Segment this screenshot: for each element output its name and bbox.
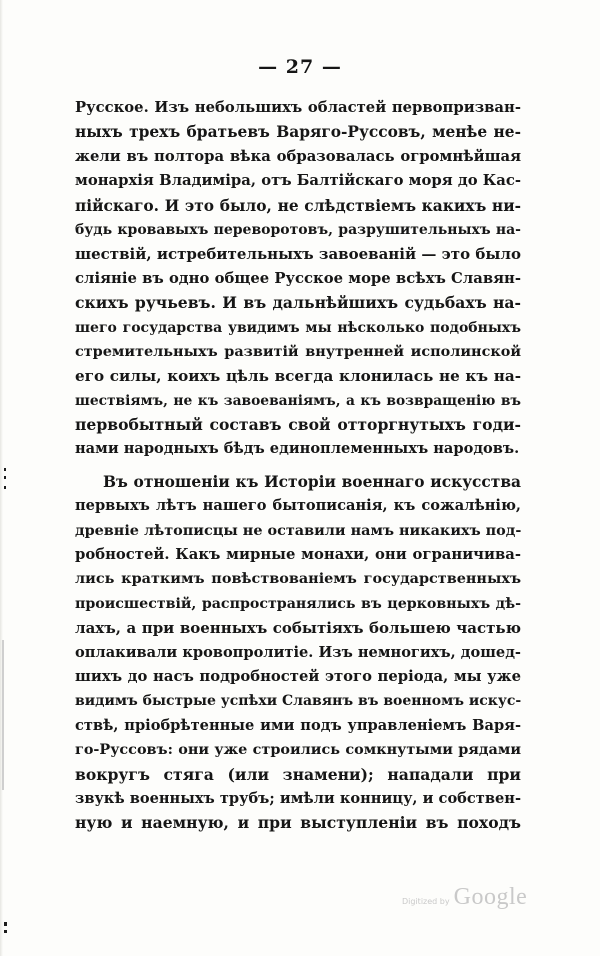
text-line: монархія Владиміра, отъ Балтійскаго моря до Кас- [75, 172, 521, 190]
text-line: древніе лѣтописцы не оставили намъ никакихъ под- [75, 521, 521, 539]
body-text [75, 96, 521, 836]
margin-mark [2, 640, 4, 790]
paragraph [75, 96, 521, 462]
text-line: ствѣ, пріобрѣтенные ими подъ управленіемъ Варя- [75, 716, 521, 734]
text-line: жели въ полтора вѣка образовалась огромнѣйшая [75, 147, 521, 165]
text-line: нами народныхъ бѣдъ единоплеменныхъ народовъ. [75, 440, 520, 458]
text-line: происшествій, распространялись въ церковныхъ дѣ- [75, 595, 521, 612]
text-line: его силы, коихъ цѣль всегда клонилась не къ на- [75, 367, 521, 386]
watermark-prefix: Digitized by [402, 897, 450, 906]
text-line: Русское. Изъ небольшихъ областей первопризван- [75, 99, 521, 116]
text-line: Въ отношеніи къ Исторіи военнаго искусства [103, 472, 521, 491]
paragraph-gap [75, 462, 521, 470]
text-line: первыхъ лѣтъ нашего бытописанія, къ сожалѣнію, [75, 497, 521, 515]
margin-mark [4, 468, 6, 471]
text-line: робностей. Какъ мирные монахи, они ограничива- [75, 546, 521, 564]
digitized-watermark [402, 884, 527, 911]
text-line: лахъ, а при военныхъ событіяхъ большею частью [75, 619, 521, 638]
text-line: видимъ быстрые успѣхи Славянъ въ военномъ искус- [75, 693, 521, 710]
text-line: шего государства увидимъ мы нѣсколько подобныхъ [75, 319, 521, 336]
page-number: — 27 — [258, 56, 342, 78]
text-line: первобытный составъ свой отторгнутыхъ годи- [75, 415, 521, 435]
google-logo: Google [453, 884, 528, 910]
text-line: вокругъ стяга (или знамени); нападали при [75, 764, 521, 784]
paragraph [75, 470, 521, 836]
text-line: сліяніе въ одно общее Русское море всѣхъ Славян- [75, 269, 521, 287]
text-line: шествіямъ, не къ завоеваніямъ, а къ возвращенію въ [75, 392, 521, 409]
text-line: скихъ ручьевъ. И въ дальнѣйшихъ судьбахъ на- [75, 293, 521, 313]
text-line: будь кровавыхъ переворотовъ, разрушительныхъ на- [75, 221, 521, 238]
text-line: стремительныхъ развитій внутренней исполинской [75, 342, 521, 360]
text-line: шихъ до насъ подробностей этого періода, мы уже [75, 667, 521, 685]
text-line: шествій, истребительныхъ завоеваній — это было [75, 245, 521, 264]
margin-mark [4, 930, 7, 933]
text-line: го-Руссовъ: они уже строились сомкнутыми рядами [75, 741, 521, 759]
text-line: ную и наемную, и при выступленіи въ походъ [75, 813, 521, 833]
margin-mark [4, 476, 6, 479]
text-line: лись краткимъ повѣствованіемъ государственныхъ [75, 570, 521, 588]
text-line: звукѣ военныхъ трубъ; имѣли конницу, и собствен- [75, 789, 521, 807]
text-line: ныхъ трехъ братьевъ Варяго-Руссовъ, менѣе не- [75, 123, 521, 142]
text-line: пійскаго. И это было, не слѣдствіемъ какихъ ни- [75, 196, 521, 215]
margin-mark [4, 486, 6, 489]
text-line: оплакивали кровопролитіе. Изъ немногихъ, дошед- [75, 643, 521, 661]
margin-mark [4, 922, 7, 926]
page-binding-edge [0, 0, 3, 956]
